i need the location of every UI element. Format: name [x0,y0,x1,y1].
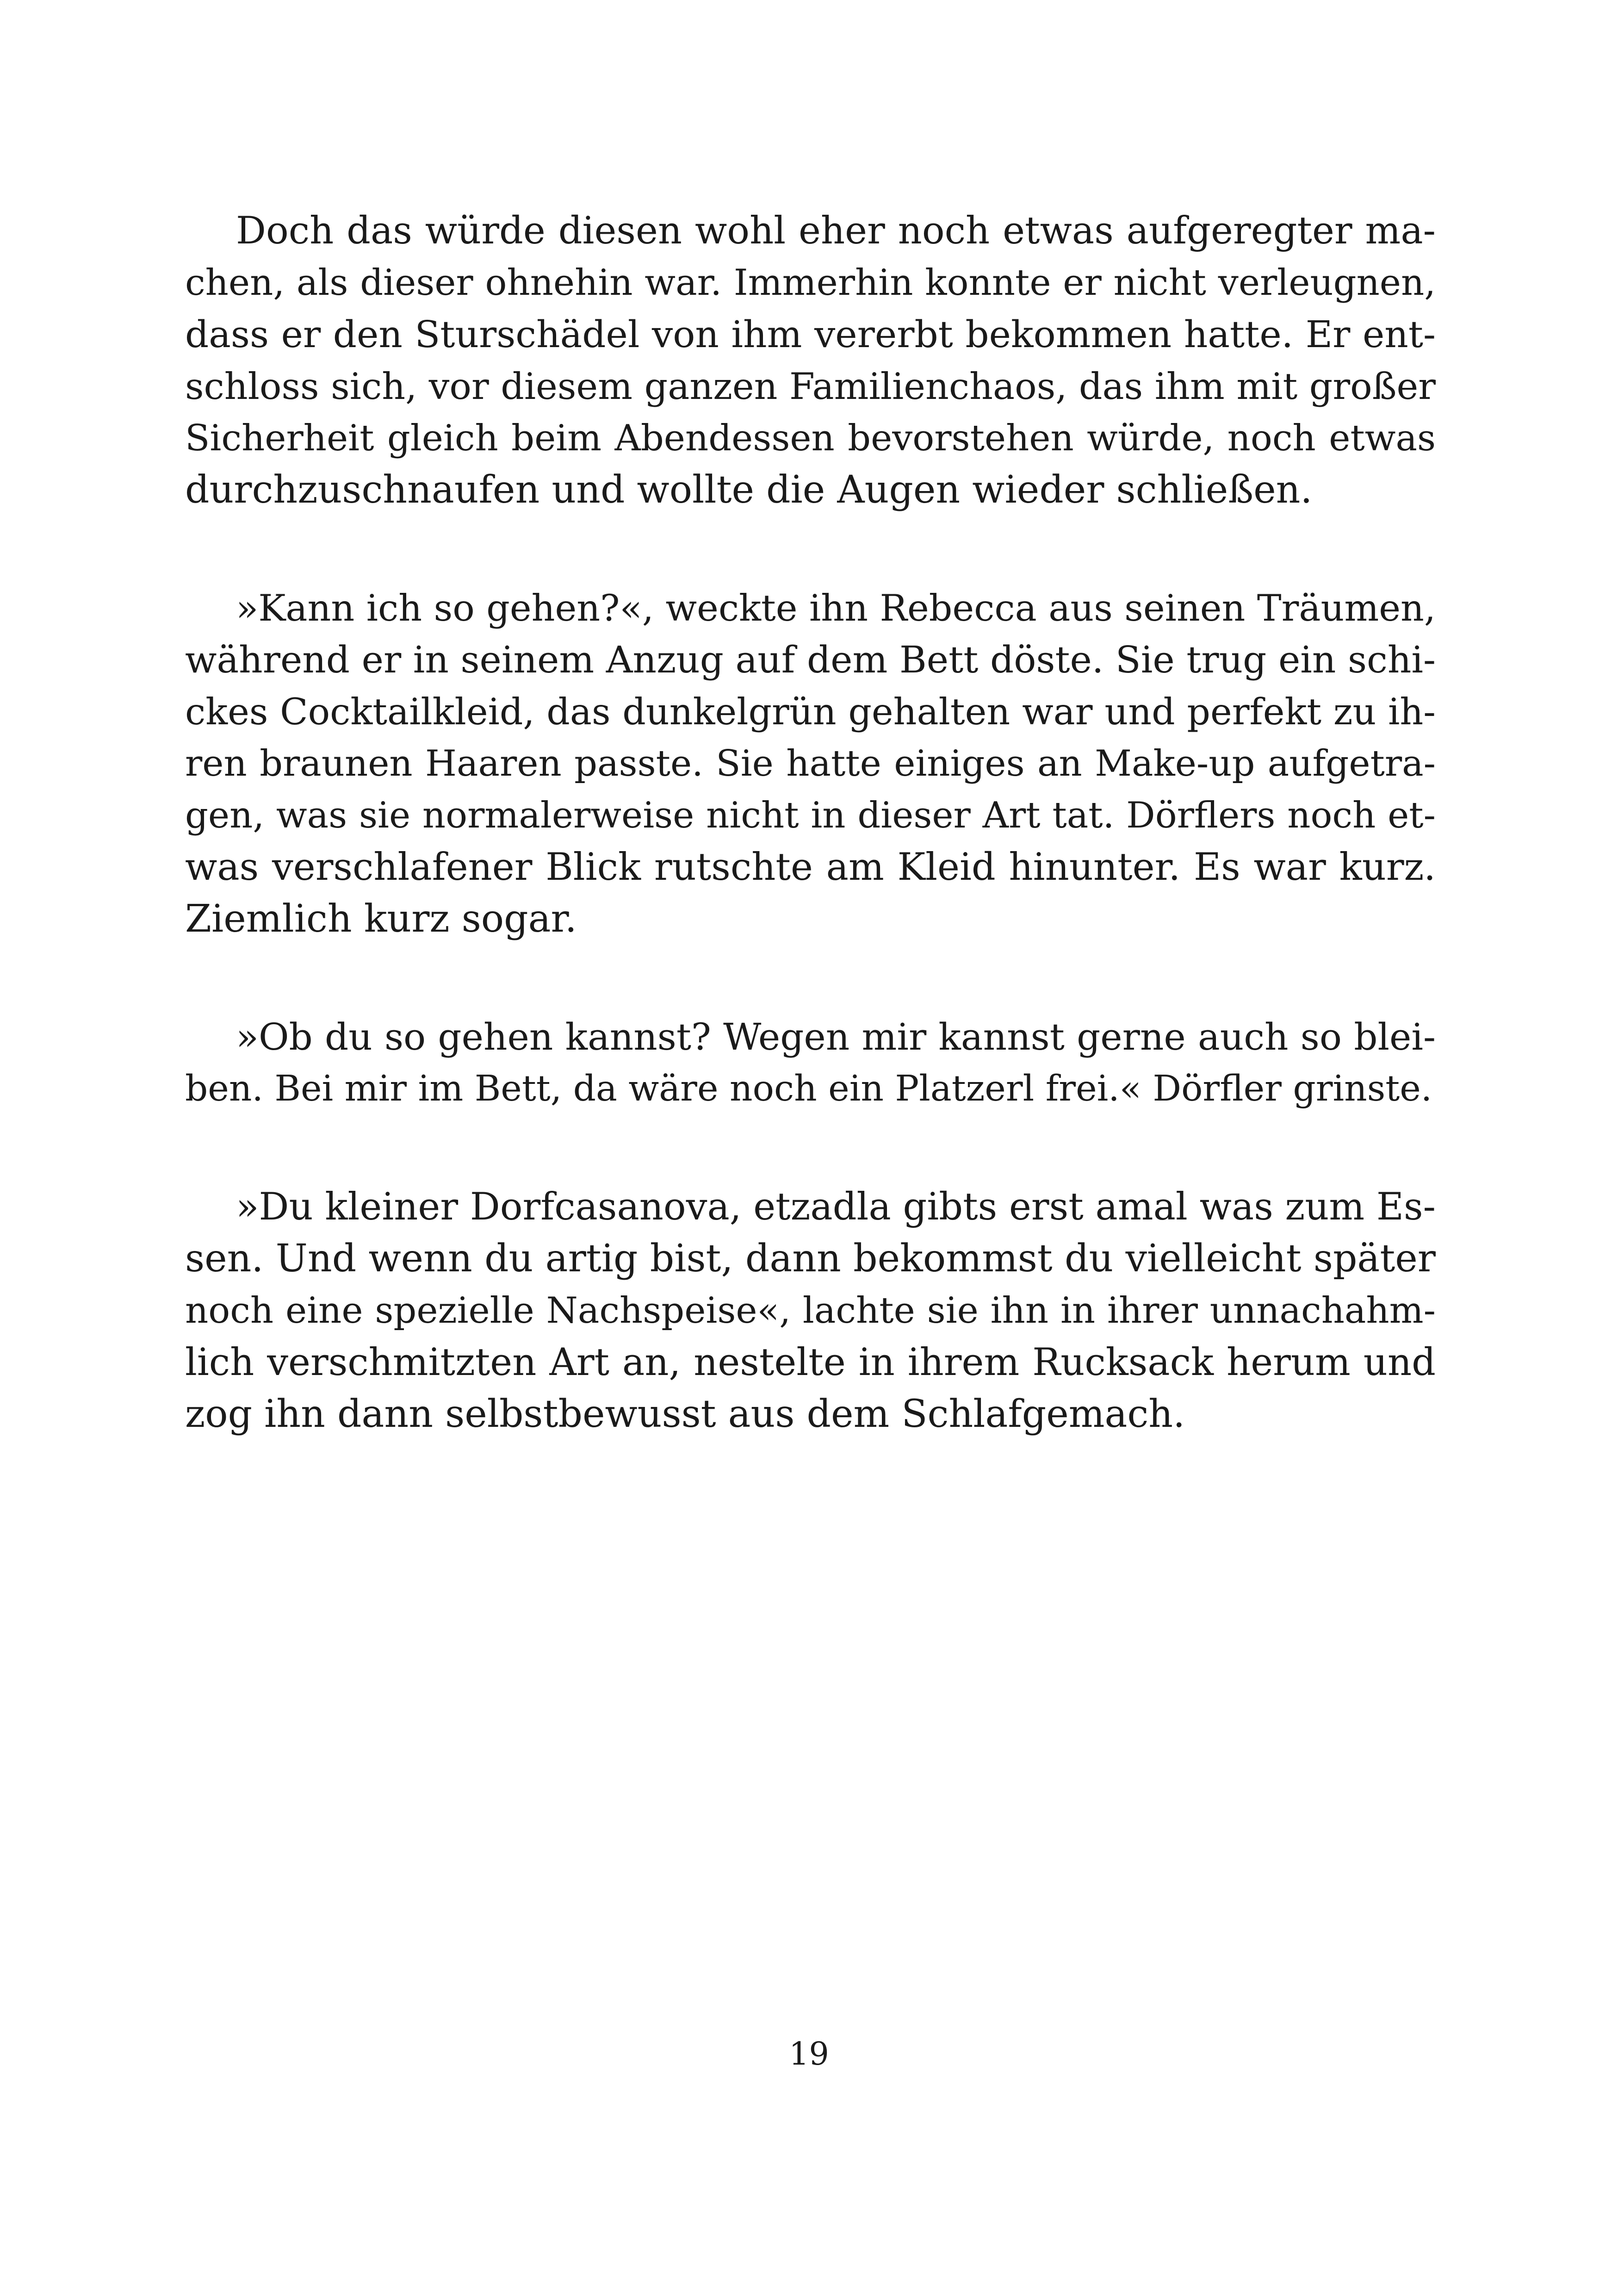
text-line: dass er den Sturschädel von ihm vererbt bekommen hatte. Er ent- [185,313,1436,356]
page-number: 19 [789,2036,829,2072]
text-line: durchzuschnaufen und wollte die Augen wieder schließen. [185,468,1313,512]
text-line: zog ihn dann selbstbewusst aus dem Schlafgemach. [185,1392,1185,1436]
text-line: »Ob du so gehen kannst? Wegen mir kannst gerne auch so blei- [236,1015,1436,1058]
text-line: »Du kleiner Dorfcasanova, etzadla gibts erst amal was zum Es- [236,1185,1436,1229]
text-line: Doch das würde diesen wohl eher noch etwas aufgeregter ma- [236,209,1436,253]
text-line: lich verschmitzten Art an, nestelte in ihrem Rucksack herum und [185,1341,1436,1384]
text-line: ren braunen Haaren passte. Sie hatte einiges an Make-up aufgetra- [185,743,1436,784]
text-line: schloss sich, vor diesem ganzen Familienchaos, das ihm mit großer [185,365,1436,408]
text-line: chen, als dieser ohnehin war. Immerhin konnte er nicht verleugnen, [185,262,1436,304]
text-line: ckes Cocktailkleid, das dunkelgrün gehalten war und perfekt zu ih- [185,691,1436,733]
text-line: »Kann ich so gehen?«, weckte ihn Rebecca aus seinen Träumen, [236,587,1436,629]
text-line: gen, was sie normalerweise nicht in dieser Art tat. Dörflers noch et- [185,795,1436,836]
text-line: ben. Bei mir im Bett, da wäre noch ein Platzerl frei.« Dörfler grinste. [185,1068,1432,1109]
text-line: Sicherheit gleich beim Abendessen bevorstehen würde, noch etwas [185,417,1436,459]
text-line: während er in seinem Anzug auf dem Bett döste. Sie trug ein schi- [185,638,1436,681]
text-line: Ziemlich kurz sogar. [185,897,577,941]
text-line: was verschlafener Blick rutschte am Kleid hinunter. Es war kurz. [185,846,1436,889]
text-line: noch eine spezielle Nachspeise«, lachte sie ihn in ihrer unnachahm- [185,1290,1436,1332]
text-line: sen. Und wenn du artig bist, dann bekommst du vielleicht später [185,1237,1436,1281]
